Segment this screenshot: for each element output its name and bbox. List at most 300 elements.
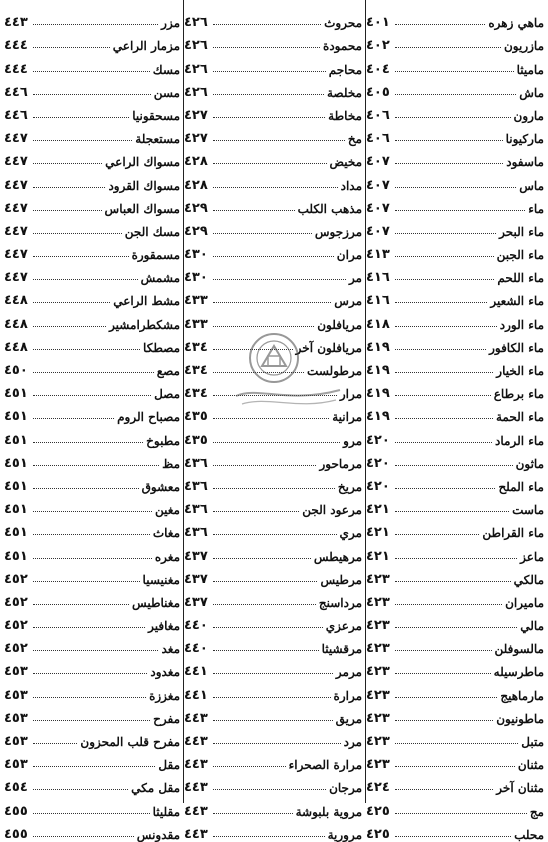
entry-page-number: ٤٢٩ [184, 223, 208, 239]
index-entry [4, 377, 180, 400]
entry-term: ماء برطاع [493, 387, 544, 402]
entry-page-number: ٤٢٧ [184, 107, 208, 123]
entry-term: مرقشيثا [321, 642, 362, 657]
entry-term: ماء الرماد [495, 433, 544, 448]
index-entry [4, 29, 180, 52]
entry-page-number: ٤٢٣ [366, 664, 390, 680]
entry-term: مسك الجن [124, 224, 180, 239]
index-entry [366, 29, 544, 52]
entry-term: مج [529, 804, 544, 819]
entry-term: مارون [513, 108, 544, 123]
entry-term: مخلصة [327, 85, 362, 100]
dot-leader [213, 71, 326, 72]
dot-leader [213, 743, 341, 744]
entry-term: مرعزي [325, 619, 362, 634]
dot-leader [33, 210, 102, 211]
entry-page-number: ٤١٨ [366, 316, 390, 332]
entry-term: ماء الجبن [496, 248, 544, 263]
dot-leader [395, 163, 503, 164]
entry-page-number: ٤٢٦ [184, 84, 208, 100]
index-entry [184, 284, 362, 307]
index-entry [184, 215, 362, 238]
index-entry [184, 122, 362, 145]
entry-page-number: ٤١٦ [366, 293, 390, 309]
entry-term: مسك [152, 62, 180, 77]
dot-leader [395, 71, 514, 72]
entry-page-number: ٤٤٣ [184, 710, 208, 726]
entry-page-number: ٤٥٢ [4, 594, 28, 610]
entry-term: مرد [343, 735, 362, 749]
dot-leader [213, 650, 319, 651]
dot-leader [213, 558, 311, 559]
dot-leader [395, 372, 493, 373]
index-entry [184, 725, 362, 748]
entry-page-number: ٤٣٦ [184, 525, 208, 541]
entry-page-number: ٤٥٠ [4, 363, 28, 378]
dot-leader [33, 302, 110, 303]
index-entry [4, 748, 180, 771]
entry-page-number: ٤٢٨ [184, 154, 208, 170]
dot-leader [33, 650, 158, 651]
dot-leader [213, 187, 338, 188]
entry-term: مغناطيس [132, 595, 180, 610]
dot-leader [213, 442, 340, 443]
entry-page-number: ٤٥٢ [4, 618, 28, 634]
dot-leader [395, 140, 503, 141]
entry-page-number: ٤٢٠ [366, 455, 390, 471]
dot-leader [395, 47, 501, 48]
index-entry [366, 400, 544, 423]
entry-term: مرهيطس [313, 549, 362, 564]
entry-page-number: ٤٤٨ [4, 293, 28, 309]
entry-term: مسواك العباس [104, 201, 180, 216]
entry-page-number: ٤٥٣ [4, 664, 28, 680]
entry-term: مغاث [152, 526, 180, 541]
dot-leader [33, 813, 150, 814]
index-entry [366, 563, 544, 586]
entry-term: مثنان آخر [496, 781, 544, 796]
dot-leader [33, 187, 105, 188]
entry-page-number: ٤٤٤ [4, 61, 28, 77]
index-entry [366, 261, 544, 284]
entry-page-number: ٤٤٠ [184, 641, 208, 657]
dot-leader [395, 279, 494, 280]
entry-term: ماء الخيار [496, 364, 544, 378]
entry-page-number: ٤٢٦ [184, 38, 208, 54]
entry-page-number: ٤٥١ [4, 478, 28, 494]
index-entry [4, 168, 180, 191]
index-column-1 [366, 6, 544, 842]
dot-leader [213, 233, 312, 234]
dot-leader [33, 743, 77, 744]
entry-term: محلب [514, 827, 544, 842]
index-entry [4, 238, 180, 261]
dot-leader [395, 813, 527, 814]
index-entry [184, 586, 362, 609]
dot-leader [395, 789, 493, 790]
entry-page-number: ٤٣٠ [184, 247, 208, 263]
index-entry [184, 238, 362, 261]
dot-leader [33, 766, 155, 767]
dot-leader [213, 697, 331, 698]
index-entry [4, 794, 180, 817]
entry-page-number: ٤٥٥ [4, 826, 28, 842]
dot-leader [213, 511, 299, 512]
entry-term: مغين [155, 503, 180, 518]
entry-page-number: ٤٤٧ [4, 247, 28, 263]
dot-leader [213, 210, 295, 211]
entry-page-number: ٤٢١ [366, 548, 390, 564]
entry-term: مسواك القرود [108, 178, 180, 193]
entry-term: مرارة الصحراء [288, 758, 362, 773]
entry-term: معشوق [141, 479, 180, 494]
index-entry [4, 516, 180, 539]
index-entry [4, 609, 180, 632]
index-entry [366, 586, 544, 609]
dot-leader [213, 302, 331, 303]
index-entry [366, 678, 544, 701]
index-entry [4, 99, 180, 122]
entry-term: مالي [520, 619, 544, 634]
dot-leader [33, 395, 151, 396]
entry-page-number: ٤٥١ [4, 525, 28, 541]
entry-term: مذهب الكلب [297, 201, 362, 216]
dot-leader [395, 511, 509, 512]
index-entry [184, 261, 362, 284]
dot-leader [395, 24, 485, 25]
index-entry [184, 655, 362, 678]
entry-term: ماء الكافور [489, 340, 544, 355]
dot-leader [395, 766, 515, 767]
dot-leader [395, 604, 502, 605]
entry-page-number: ٤٠٧ [366, 177, 390, 193]
index-entry [366, 748, 544, 771]
entry-term: مغافير [148, 619, 180, 634]
entry-term: مزر [161, 16, 180, 31]
dot-leader [33, 836, 134, 837]
entry-page-number: ٤٤٣ [184, 757, 208, 773]
index-entry [366, 307, 544, 330]
dot-leader [33, 94, 151, 95]
dot-leader [395, 302, 487, 303]
entry-term: مريافلون آخر [295, 340, 362, 355]
dot-leader [213, 279, 346, 280]
entry-page-number: ٤٥١ [4, 455, 28, 471]
dot-leader [213, 465, 316, 466]
entry-page-number: ٤٤٨ [4, 339, 28, 355]
dot-leader [395, 326, 497, 327]
index-entry [184, 748, 362, 771]
entry-page-number: ٤٣٦ [184, 502, 208, 518]
dot-leader [33, 720, 150, 721]
entry-page-number: ٤٠٤ [366, 61, 390, 77]
entry-term: ماطونيون [496, 711, 544, 726]
index-entry [4, 470, 180, 493]
dot-leader [213, 581, 317, 582]
dot-leader [395, 650, 492, 651]
entry-page-number: ٤٤٧ [4, 200, 28, 216]
dot-leader [395, 627, 517, 628]
index-entry [4, 539, 180, 562]
entry-page-number: ٤٢١ [366, 502, 390, 518]
entry-term: مقليثا [152, 804, 180, 819]
entry-term: مخ [347, 132, 362, 147]
entry-page-number: ٤٢٣ [366, 571, 390, 587]
entry-term: ماعز [520, 549, 544, 564]
dot-leader [395, 534, 479, 535]
entry-page-number: ٤٤٣ [184, 780, 208, 796]
entry-page-number: ٤٥١ [4, 432, 28, 448]
entry-term: مخيض [329, 155, 362, 170]
dot-leader [213, 720, 333, 721]
entry-page-number: ٤٢٩ [184, 200, 208, 216]
entry-page-number: ٤٠٧ [366, 223, 390, 239]
entry-page-number: ٤٥٣ [4, 710, 28, 726]
dot-leader [33, 47, 110, 48]
index-entry [4, 678, 180, 701]
index-entry [4, 145, 180, 168]
entry-term: مسن [153, 85, 180, 100]
entry-term: مستعجلة [135, 132, 180, 147]
dot-leader [213, 789, 326, 790]
entry-term: مالسوفلن [494, 642, 544, 657]
index-entry [4, 725, 180, 748]
index-entry [366, 6, 544, 29]
entry-page-number: ٤٤٣ [4, 15, 28, 31]
dot-leader [33, 140, 132, 141]
entry-page-number: ٤٢٣ [366, 710, 390, 726]
entry-page-number: ٤٣٦ [184, 478, 208, 494]
dot-leader [395, 673, 491, 674]
index-entry [366, 539, 544, 562]
entry-term: متبل [521, 735, 544, 749]
entry-page-number: ٤٢٦ [184, 15, 208, 31]
entry-term: ماء [528, 201, 544, 216]
entry-page-number: ٤٣٠ [184, 270, 208, 286]
entry-term: مريخ [337, 479, 362, 494]
entry-page-number: ٤٣٦ [184, 455, 208, 471]
entry-page-number: ٤٢٣ [366, 618, 390, 634]
dot-leader [395, 256, 494, 257]
dot-leader [33, 117, 129, 118]
index-column-3 [4, 6, 180, 842]
entry-term: مزمار الراعي [112, 39, 180, 54]
dot-leader [33, 534, 150, 535]
index-entry [366, 725, 544, 748]
dot-leader [395, 94, 516, 95]
entry-page-number: ٤٤٣ [184, 734, 208, 749]
entry-term: مغره [154, 549, 180, 564]
entry-page-number: ٤٤٧ [4, 223, 28, 239]
index-entry [366, 52, 544, 75]
dot-leader [33, 418, 114, 419]
entry-page-number: ٤٣٧ [184, 594, 208, 610]
index-entry [184, 493, 362, 516]
entry-page-number: ٤٥٤ [4, 780, 28, 796]
entry-term: مرار [339, 387, 362, 402]
index-entry [366, 655, 544, 678]
entry-page-number: ٤٢٦ [184, 61, 208, 77]
dot-leader [33, 24, 158, 25]
index-entry [4, 702, 180, 725]
index-entry [184, 632, 362, 655]
index-entry [366, 99, 544, 122]
index-entry [4, 215, 180, 238]
index-entry [366, 145, 544, 168]
dot-leader [213, 627, 323, 628]
entry-term: مسحقونيا [132, 108, 180, 123]
entry-term: مغدود [150, 665, 180, 680]
dot-leader [33, 488, 139, 489]
index-entry [4, 76, 180, 99]
dot-leader [395, 187, 516, 188]
index-entry [184, 609, 362, 632]
entry-term: مرطيس [320, 572, 362, 587]
index-entry [184, 6, 362, 29]
entry-term: مرزجوس [314, 224, 362, 239]
entry-page-number: ٤٠١ [366, 15, 390, 31]
entry-page-number: ٤٣٣ [184, 293, 208, 309]
entry-term: مرارة [333, 688, 362, 703]
entry-page-number: ٤٥١ [4, 386, 28, 402]
entry-term: مغززة [149, 688, 180, 703]
index-entry [366, 516, 544, 539]
entry-page-number: ٤٥١ [4, 548, 28, 564]
entry-term: مرداسنج [318, 595, 362, 610]
entry-page-number: ٤٠٦ [366, 131, 390, 147]
index-entry [366, 609, 544, 632]
entry-page-number: ٤٢٧ [184, 131, 208, 147]
entry-term: ماثون [515, 456, 544, 471]
entry-term: ماء الورد [499, 317, 544, 332]
entry-term: ماء البحر [499, 224, 544, 239]
dot-leader [33, 581, 140, 582]
entry-page-number: ٤٤١ [184, 664, 208, 680]
entry-term: مسواك الراعي [105, 155, 180, 170]
index-entry [4, 771, 180, 794]
entry-page-number: ٤٥١ [4, 409, 28, 425]
dot-leader [33, 163, 102, 164]
index-entry [366, 632, 544, 655]
entry-page-number: ٤٢٣ [366, 757, 390, 773]
dot-leader [395, 349, 486, 350]
index-entry [366, 702, 544, 725]
dot-leader [33, 71, 150, 72]
index-entry [4, 586, 180, 609]
dot-leader [213, 24, 321, 25]
dot-leader [395, 720, 493, 721]
dot-leader [213, 117, 325, 118]
dot-leader [213, 813, 293, 814]
entry-term: مفرح قلب المحزون [80, 735, 180, 749]
index-entry [184, 145, 362, 168]
entry-page-number: ٤٠٧ [366, 200, 390, 216]
entry-page-number: ٤٣٤ [184, 363, 208, 378]
entry-term: ماست [512, 503, 544, 518]
entry-term: مقل مكي [131, 781, 180, 796]
dot-leader [213, 488, 335, 489]
entry-page-number: ٤٣٧ [184, 571, 208, 587]
dot-leader [33, 256, 129, 257]
entry-page-number: ٤٥١ [4, 502, 28, 518]
entry-term: مقل [158, 758, 180, 773]
entry-page-number: ٤٠٢ [366, 38, 390, 54]
entry-term: مخاطة [328, 108, 362, 123]
entry-term: مرورية [327, 827, 362, 842]
dot-leader [33, 349, 140, 350]
entry-page-number: ٤٤٠ [184, 618, 208, 634]
entry-term: ماسفود [506, 155, 544, 170]
entry-term: مقدونس [136, 827, 180, 842]
dot-leader [213, 94, 324, 95]
entry-term: مارماهيج [500, 688, 544, 703]
index-entry [4, 447, 180, 470]
entry-page-number: ٤٢٣ [366, 687, 390, 703]
entry-term: ماء اللحم [497, 271, 544, 286]
entry-page-number: ٤٣٧ [184, 548, 208, 564]
entry-page-number: ٤٥٥ [4, 803, 28, 819]
entry-page-number: ٤٢٥ [366, 803, 390, 819]
entry-page-number: ٤٣٥ [184, 409, 208, 425]
dot-leader [395, 117, 511, 118]
entry-term: مشكطرامشير [109, 317, 180, 332]
entry-page-number: ٤٠٥ [366, 84, 390, 100]
dot-leader [213, 140, 345, 141]
dot-leader [33, 789, 128, 790]
entry-page-number: ٤١٩ [366, 339, 390, 355]
entry-term: ماش [519, 85, 544, 100]
index-entry [4, 400, 180, 423]
entry-term: مسمقورة [131, 248, 180, 263]
index-entry [184, 168, 362, 191]
entry-page-number: ٤٤١ [184, 687, 208, 703]
dot-leader [395, 743, 518, 744]
entry-page-number: ٤٠٧ [366, 154, 390, 170]
index-entry [4, 52, 180, 75]
index-entry [184, 702, 362, 725]
entry-page-number: ٤٢٥ [366, 826, 390, 842]
entry-page-number: ٤١٩ [366, 386, 390, 402]
entry-term: ماهي زهره [488, 16, 544, 31]
dot-leader [213, 604, 316, 605]
entry-page-number: ٤٤٧ [4, 270, 28, 286]
index-entry [4, 284, 180, 307]
dot-leader [213, 534, 337, 535]
dot-leader [395, 836, 511, 837]
index-entry [184, 76, 362, 99]
dot-leader [213, 163, 327, 164]
entry-term: محمودة [323, 39, 362, 54]
index-entry [366, 423, 544, 446]
entry-page-number: ٤٤٧ [4, 177, 28, 193]
entry-term: مداد [340, 178, 362, 193]
entry-term: ماء الشعير [490, 294, 544, 309]
entry-term: مغنيسيا [142, 572, 180, 587]
entry-page-number: ٤٢٨ [184, 177, 208, 193]
entry-term: ماس [519, 178, 544, 193]
index-entry [4, 655, 180, 678]
entry-term: مرمر [335, 665, 362, 680]
index-entry [4, 563, 180, 586]
dot-leader [213, 673, 333, 674]
dot-leader [395, 233, 496, 234]
index-entry [4, 493, 180, 516]
entry-term: مرطولست [307, 364, 362, 378]
index-entry [4, 122, 180, 145]
entry-term: مشمش [140, 271, 180, 286]
dot-leader [33, 372, 154, 373]
entry-term: ماركيونا [505, 132, 544, 147]
